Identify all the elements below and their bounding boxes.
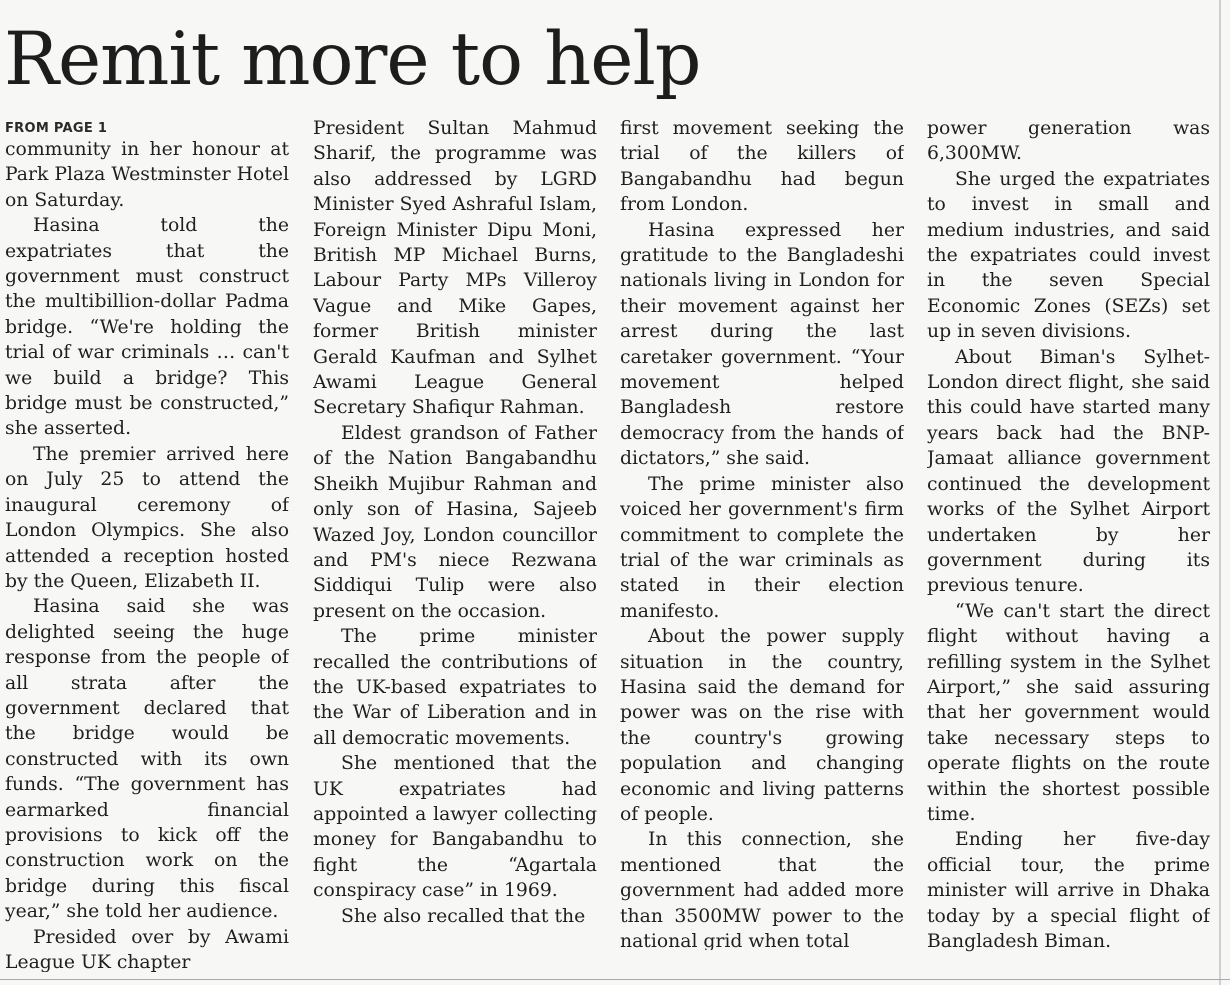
- paragraph: Hasina expressed her gratitude to the Bangladeshi nationals living in London for their movement against her arrest during the last caretaker government. “Your movement helped Bangladesh restore democracy from the hands of dictators,” she said.: [620, 219, 904, 470]
- paragraph: power generation was 6,300MW.: [927, 118, 1210, 165]
- column-edge-rule: [1219, 0, 1221, 985]
- paragraph: In this connection, she mentioned that the government had added more than 3500MW power to the national grid when total: [620, 829, 904, 950]
- paragraph: She also recalled that the: [341, 905, 586, 927]
- article-column-1: [5, 116, 289, 972]
- paragraph: Ending her five-day official tour, the prime minister will arrive in Dhaka today by a special flight of Bangladesh Biman.: [927, 829, 1210, 952]
- headline: Remit more to help: [4, 17, 701, 102]
- article-column-3: [620, 116, 904, 950]
- paragraph: The prime minister recalled the contributions of the UK-based expatriates to the War of Liberation and in all democratic movements.: [313, 626, 597, 749]
- paragraph: About the power supply situation in the country, Hasina said the demand for power was on the rise with the country's growing population and changing economic and living patterns of people.: [620, 626, 904, 825]
- paragraph: President Sultan Mahmud Sharif, the programme was also addressed by LGRD Minister Syed Ashraful Islam, Foreign Minister Dipu Moni, British MP Michael Burns, Labour Party MPs Villeroy Vague and Mike Gapes, former British minister Gerald Kaufman and Sylhet Awami League General Secretary Shafiqur Rahman.: [313, 118, 597, 419]
- paragraph: Presided over by Awami League UK chapter: [5, 926, 289, 972]
- article-column-2: [313, 116, 597, 950]
- paragraph: community in her honour at Park Plaza Westminster Hotel on Saturday.: [5, 139, 289, 211]
- paragraph: “We can't start the direct flight without having a refilling system in the Sylhet Airport,” she said assuring that her government would take necessary steps to operate flights on the route within the shortest possible time.: [927, 600, 1210, 825]
- article-column-4: [927, 116, 1210, 965]
- paragraph: She urged the expatriates to invest in small and medium industries, and said the expatriates could invest in the seven Special Economic Zones (SEZs) set up in seven divisions.: [927, 168, 1210, 343]
- paragraph: About Biman's Sylhet-London direct flight, she said this could have started many years back had the BNP-Jamaat alliance government continued the development works of the Sylhet Airport undertaken by her government during its previous tenure.: [927, 346, 1210, 597]
- bottom-rule: [0, 979, 1230, 980]
- paragraph: The prime minister also voiced her government's firm commitment to complete the trial of the war criminals as stated in their election manifesto.: [620, 473, 904, 622]
- paragraph: The premier arrived here on July 25 to attend the inaugural ceremony of London Olympics. She also attended a reception hosted by the Queen, Elizabeth II.: [5, 443, 289, 592]
- paragraph: Eldest grandson of Father of the Nation Bangabandhu Sheikh Mujibur Rahman and only son of Hasina, Sajeeb Wazed Joy, London councillor and PM's niece Rezwana Siddiqui Tulip were also present on the occasion.: [313, 422, 597, 622]
- paragraph: Hasina told the expatriates that the government must construct the multibillion-dollar Padma bridge. “We're holding the trial of war criminals … can't we build a bridge? This bridge must be constructed,” she asserted.: [5, 215, 289, 440]
- paragraph: Hasina said she was delighted seeing the huge response from the people of all strata after the government declared that the bridge would be constructed with its own funds. “The government has earmarked financial provisions to kick off the construction work on the bridge during this fiscal year,” she told her audience.: [5, 596, 289, 923]
- kicker: FROM PAGE 1: [5, 121, 108, 136]
- paragraph: She mentioned that the UK expatriates had appointed a lawyer collecting money for Bangabandhu to fight the “Agartala conspiracy case” in 1969.: [313, 753, 597, 902]
- paragraph: first movement seeking the trial of the killers of Bangabandhu had begun from London.: [620, 118, 904, 216]
